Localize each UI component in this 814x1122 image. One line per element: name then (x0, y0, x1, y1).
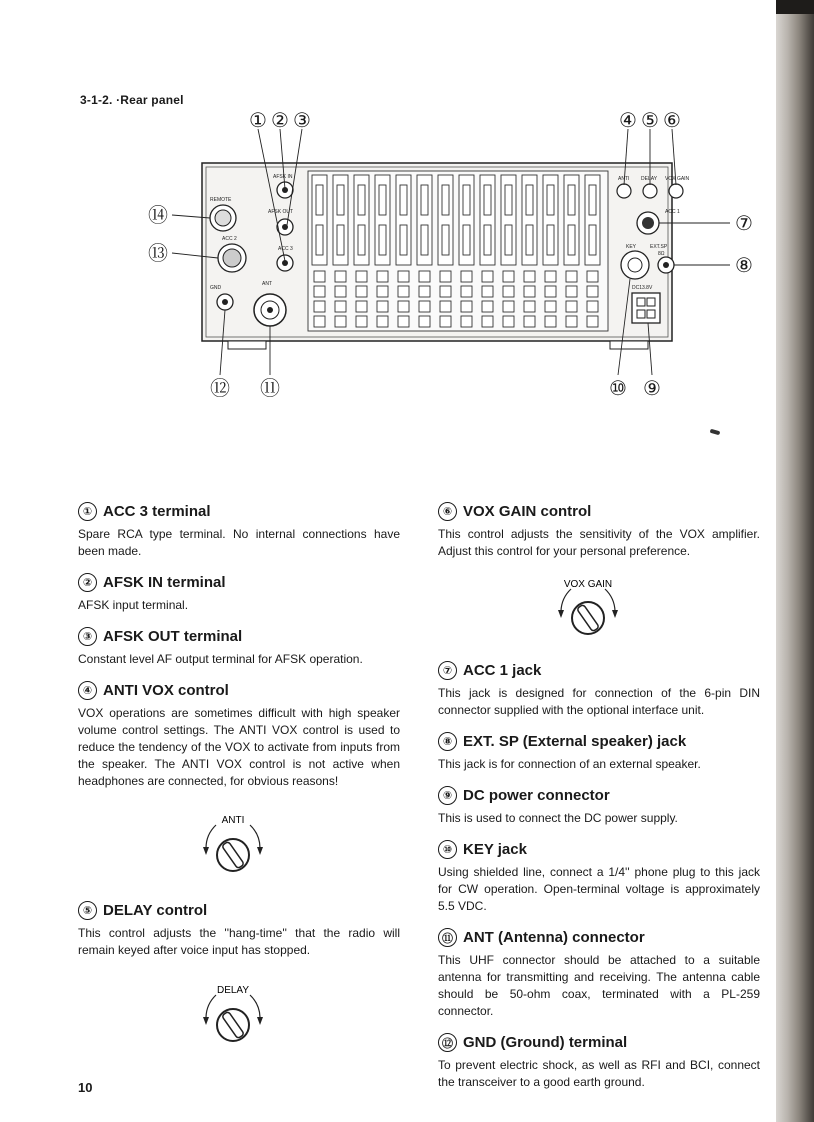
heatsink-cell (356, 316, 367, 327)
heatsink-fin-slot (505, 185, 512, 215)
heatsink-cell (377, 301, 388, 312)
delay-knob (643, 184, 657, 198)
item-text: This jack is for connection of an external speaker. (438, 757, 701, 771)
heatsink-cell (524, 271, 535, 282)
heatsink-fin-slot (400, 225, 407, 255)
item-title: ACC 1 jack (463, 662, 542, 679)
heatsink-cell (461, 301, 472, 312)
key-label: KEY (626, 244, 637, 250)
rear-panel-illustration (140, 105, 760, 405)
rear-panel-figure (140, 105, 760, 405)
delay-knob-diagram (78, 973, 400, 1053)
heatsink-cell (398, 316, 409, 327)
binding-shadow (776, 0, 814, 1122)
item-title: EXT. SP (External speaker) jack (463, 733, 687, 750)
heatsink-cell (440, 316, 451, 327)
heatsink (308, 171, 608, 331)
heatsink-cell (335, 316, 346, 327)
heatsink-cell (440, 286, 451, 297)
heatsink-cell (377, 271, 388, 282)
heatsink-cell (524, 286, 535, 297)
callout-1: ① (249, 110, 267, 132)
delay-label: DELAY (641, 176, 658, 182)
ant-label: ANT (262, 281, 272, 287)
item-text: Spare RCA type terminal. No internal connections have been made. (78, 527, 400, 558)
heatsink-cell (377, 286, 388, 297)
heatsink-cell (587, 286, 598, 297)
item-text: To prevent electric shock, as well as RFI and BCI, connect the transceiver to a good earth ground. (438, 1058, 760, 1089)
item-number: ① (78, 502, 97, 521)
heatsink-cell (587, 316, 598, 327)
heatsink-fin-slot (463, 185, 470, 215)
heatsink-fin-slot (589, 225, 596, 255)
heatsink-cell (398, 286, 409, 297)
heatsink-fin-slot (505, 225, 512, 255)
anti-knob-label: ANTI (221, 815, 245, 826)
heatsink-cell (398, 271, 409, 282)
anti-label: ANTI (618, 176, 630, 182)
heatsink-cell (524, 316, 535, 327)
heatsink-fin-slot (421, 225, 428, 255)
item-afsk-out (78, 627, 400, 668)
item-acc3 (78, 502, 400, 560)
heatsink-cell (314, 286, 325, 297)
item-title: ANT (Antenna) connector (463, 929, 645, 946)
heatsink-cell (419, 286, 430, 297)
item-title: AFSK IN terminal (103, 574, 226, 591)
heatsink-fin-slot (358, 225, 365, 255)
callout-3: ③ (293, 110, 311, 132)
callout-5: ⑤ (641, 110, 659, 132)
item-vox-gain (438, 502, 760, 560)
item-ant-connector (438, 928, 760, 1020)
heatsink-fin-slot (379, 185, 386, 215)
heatsink-cell (524, 301, 535, 312)
ext-sp-label: EXT.SP (650, 244, 668, 250)
ohm-label: 8Ω (658, 251, 665, 257)
heatsink-cell (335, 271, 346, 282)
heatsink-cell (419, 271, 430, 282)
heatsink-fin-slot (442, 185, 449, 215)
heatsink-cell (356, 271, 367, 282)
heatsink-fin-slot (526, 185, 533, 215)
heatsink-fin-slot (568, 225, 575, 255)
item-number: ⑪ (438, 928, 457, 947)
acc1-label: ACC 1 (665, 209, 680, 215)
item-dc-power (438, 786, 760, 827)
heatsink-fin-slot (379, 225, 386, 255)
item-text: Using shielded line, connect a 1/4'' phone plug to this jack for CW operation. Open-terminal voltage is approximately 5.5 VDC. (438, 865, 760, 913)
heatsink-cell (587, 271, 598, 282)
heatsink-cell (398, 301, 409, 312)
item-title: DELAY control (103, 902, 208, 919)
heatsink-cell (440, 301, 451, 312)
dc-label: DC13.8V (632, 285, 653, 291)
item-text: Constant level AF output terminal for AFSK operation. (78, 652, 363, 666)
item-delay (78, 901, 400, 959)
item-number: ⑦ (438, 661, 457, 680)
heatsink-cell (356, 301, 367, 312)
item-title: ANTI VOX control (103, 682, 229, 699)
callout-14: ⑭ (148, 205, 168, 227)
heatsink-cell (482, 286, 493, 297)
heatsink-cell (461, 271, 472, 282)
heatsink-cell (545, 316, 556, 327)
callout-11: ⑪ (260, 378, 280, 400)
anti-knob (617, 184, 631, 198)
remote-label: REMOTE (210, 197, 232, 203)
item-anti-vox (78, 681, 400, 790)
item-key-jack (438, 840, 760, 915)
item-text: This control adjusts the sensitivity of the VOX amplifier. Adjust this control for your personal preference. (438, 527, 760, 558)
vox-gain-label: VOX GAIN (665, 176, 690, 182)
heatsink-cell (440, 271, 451, 282)
afsk-in-label: AFSK IN (273, 174, 293, 180)
callout-8: ⑧ (735, 255, 753, 277)
item-gnd-terminal (438, 1033, 760, 1091)
heatsink-fin-slot (421, 185, 428, 215)
item-number: ⑫ (438, 1033, 457, 1052)
item-text: This control adjusts the ''hang-time'' that the radio will remain keyed after voice input has stopped. (78, 926, 400, 957)
dc-connector (632, 293, 660, 323)
heatsink-fin-slot (400, 185, 407, 215)
callout-2: ② (271, 110, 289, 132)
item-title: GND (Ground) terminal (463, 1034, 628, 1051)
acc2-label: ACC 2 (222, 236, 237, 242)
delay-knob-label: DELAY (216, 985, 250, 996)
callout-6: ⑥ (663, 110, 681, 132)
item-number: ⑩ (438, 840, 457, 859)
item-text: This UHF connector should be attached to a suitable antenna for transmitting and receiving. The antenna cable should be 50-ohm coax, terminated with a PL-259 connector. (438, 953, 760, 1018)
vox-gain-knob-label: VOX GAIN (563, 579, 613, 590)
heatsink-fin-slot (316, 225, 323, 255)
anti-knob-diagram (78, 803, 400, 883)
item-afsk-in (78, 573, 400, 614)
heatsink-fin-slot (463, 225, 470, 255)
heatsink-cell (419, 316, 430, 327)
item-text: AFSK input terminal. (78, 598, 189, 612)
heatsink-cell (545, 286, 556, 297)
vox-gain-knob-diagram (438, 573, 760, 647)
item-title: AFSK OUT terminal (103, 628, 243, 645)
item-number: ③ (78, 627, 97, 646)
heatsink-cell (566, 286, 577, 297)
section-heading: 3-1-2. ·Rear panel (80, 93, 184, 107)
heatsink-cell (377, 316, 388, 327)
heatsink-cell (545, 301, 556, 312)
heatsink-cell (503, 271, 514, 282)
heatsink-cell (587, 301, 598, 312)
item-number: ④ (78, 681, 97, 700)
heatsink-fin-slot (337, 185, 344, 215)
heatsink-fin-slot (589, 185, 596, 215)
item-title: DC power connector (463, 787, 610, 804)
item-text: VOX operations are sometimes difficult with high speaker volume control settings. The ANTI VOX control is used to reduce the tendency of the VOX to activate from inputs from the speaker. The ANTI VOX control is not active when headphones are connected, for obvious reasons! (78, 706, 400, 788)
callout-12: ⑫ (210, 378, 230, 400)
heatsink-fin-slot (484, 225, 491, 255)
heatsink-cell (566, 301, 577, 312)
item-number: ⑤ (78, 901, 97, 920)
item-number: ⑨ (438, 786, 457, 805)
heatsink-fin-slot (316, 185, 323, 215)
heatsink-fin-slot (442, 225, 449, 255)
heatsink-cell (356, 286, 367, 297)
heatsink-fin-slot (526, 225, 533, 255)
item-number: ② (78, 573, 97, 592)
item-ext-sp (438, 732, 760, 773)
callout-9: ⑨ (643, 378, 661, 400)
gnd-label: GND (210, 285, 222, 291)
heatsink-cell (482, 316, 493, 327)
item-title: VOX GAIN control (463, 503, 592, 520)
item-text: This jack is designed for connection of the 6-pin DIN connector supplied with the optional interface unit. (438, 686, 760, 717)
heatsink-cell (545, 271, 556, 282)
heatsink-cell (419, 301, 430, 312)
callout-13: ⑬ (148, 243, 168, 265)
item-title: KEY jack (463, 841, 527, 858)
heatsink-cell (461, 286, 472, 297)
item-text: This is used to connect the DC power supply. (438, 811, 678, 825)
heatsink-fin-slot (358, 185, 365, 215)
item-acc1 (438, 661, 760, 719)
callout-10: ⑩ (609, 378, 627, 400)
heatsink-cell (503, 286, 514, 297)
heatsink-cell (482, 301, 493, 312)
item-number: ⑧ (438, 732, 457, 751)
heatsink-cell (314, 316, 325, 327)
heatsink-fin-slot (568, 185, 575, 215)
heatsink-cell (314, 271, 325, 282)
heatsink-cell (335, 286, 346, 297)
heatsink-fin-slot (547, 225, 554, 255)
heatsink-cell (482, 271, 493, 282)
vox-gain-knob (669, 184, 683, 198)
heatsink-fin-slot (484, 185, 491, 215)
left-column (78, 502, 400, 1053)
right-column (438, 502, 760, 1104)
item-title: ACC 3 terminal (103, 503, 211, 520)
acc3-label: ACC 3 (278, 246, 293, 252)
print-speck (710, 429, 721, 435)
afsk-out-label: AFSK OUT (268, 209, 294, 215)
callout-7: ⑦ (735, 213, 753, 235)
page-number: 10 (78, 1080, 93, 1095)
heatsink-cell (314, 301, 325, 312)
heatsink-cell (503, 316, 514, 327)
heatsink-fin-slot (547, 185, 554, 215)
callout-4: ④ (619, 110, 637, 132)
heatsink-fin-slot (337, 225, 344, 255)
heatsink-cell (335, 301, 346, 312)
item-number: ⑥ (438, 502, 457, 521)
heatsink-cell (503, 301, 514, 312)
heatsink-cell (566, 271, 577, 282)
heatsink-cell (461, 316, 472, 327)
heatsink-cell (566, 316, 577, 327)
